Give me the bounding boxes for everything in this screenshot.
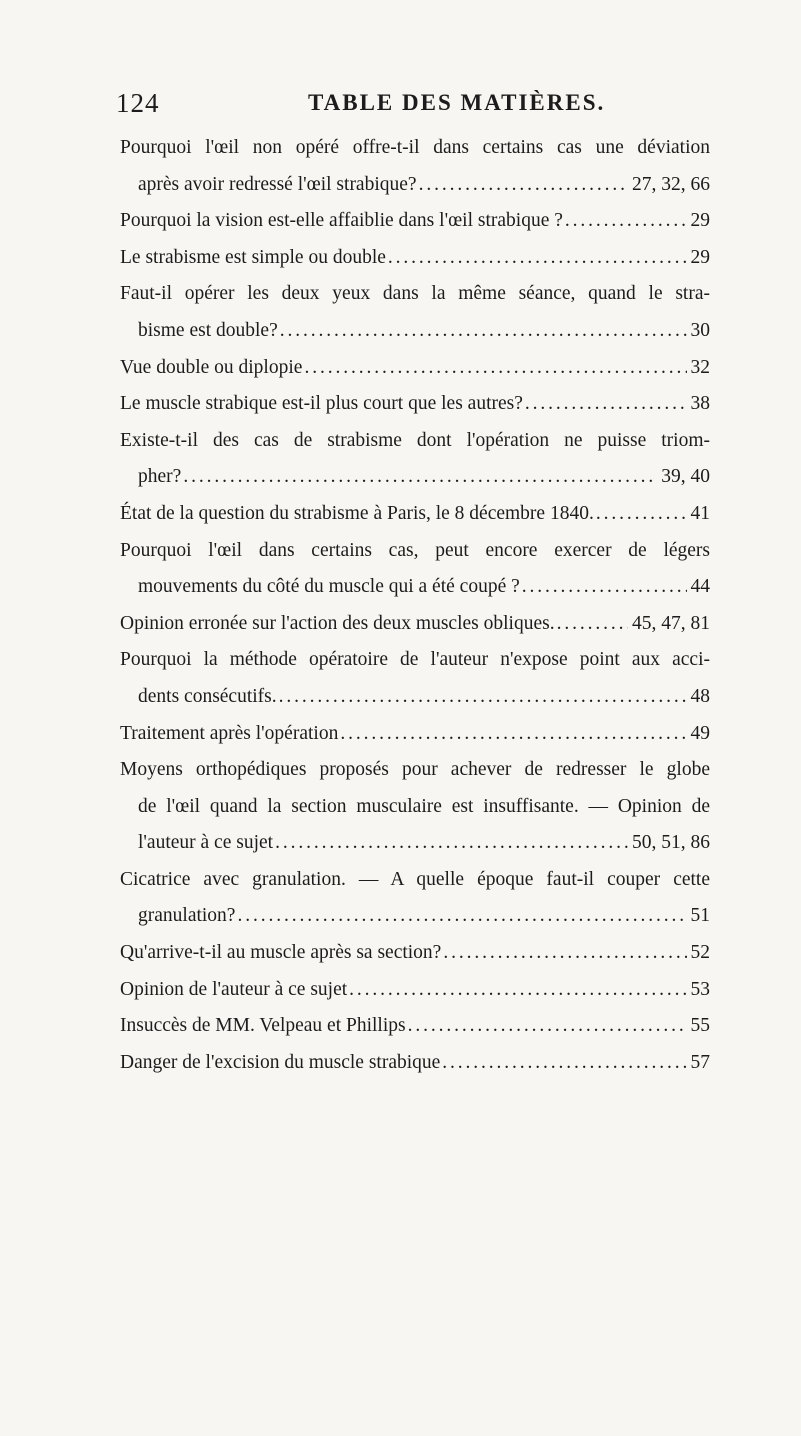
toc-page-ref: 57 [690, 1051, 710, 1073]
toc-entry-text: Opinion de l'auteur à ce sujet [120, 978, 348, 1000]
toc-entry-text: Moyens orthopédiques proposés pour achever de redresser le globe [120, 759, 710, 781]
toc-entry [120, 533, 710, 606]
toc-entry-line [120, 606, 710, 643]
running-title: TABLE DES MATIÈRES. [308, 90, 606, 115]
toc-entry-line [120, 752, 710, 789]
toc-page-ref: 52 [690, 942, 710, 964]
toc-entry-text: État de la question du strabisme à Paris, le 8 décembre 1840. [120, 502, 594, 524]
dot-leader [280, 313, 687, 350]
toc-page-ref: 32 [690, 356, 710, 378]
toc-entry [120, 935, 710, 972]
dot-leader [183, 459, 657, 496]
toc-entry-line [120, 642, 710, 679]
toc-entry-line [120, 459, 710, 496]
toc-page-ref: 27, 32, 66 [632, 173, 710, 195]
toc-entry-text: après avoir redressé l'œil strabique? [138, 173, 417, 195]
toc-entry-text: Le muscle strabique est-il plus court que les autres? [120, 393, 523, 415]
page-number: 124 [116, 88, 160, 118]
toc-entry [120, 752, 710, 862]
toc-entry-text: Qu'arrive-t-il au muscle après sa section? [120, 942, 442, 964]
toc-entry-line [120, 130, 710, 167]
toc-entry-text: Opinion erronée sur l'action des deux muscles obliques. [120, 612, 555, 634]
dot-leader [279, 679, 687, 716]
toc-entry-text: bisme est double? [138, 319, 278, 341]
toc-entry-text: l'auteur à ce sujet [138, 832, 274, 854]
toc-entry [120, 350, 710, 387]
dot-leader [443, 935, 686, 972]
dot-leader [525, 386, 687, 423]
dot-leader [275, 825, 628, 862]
toc-page-ref: 29 [690, 210, 710, 232]
toc-entry-text: granulation? [138, 905, 236, 927]
toc-entry-text: Pourquoi l'œil dans certains cas, peut encore exercer de légers [120, 539, 710, 561]
toc-entry-line [120, 313, 710, 350]
toc-entry-line [120, 350, 710, 387]
toc-page-ref: 55 [690, 1015, 710, 1037]
toc-entry [120, 276, 710, 349]
toc-entry [120, 862, 710, 935]
toc-entry-text: Le strabisme est simple ou double [120, 246, 386, 268]
toc-entry-line [120, 862, 710, 899]
toc-page-ref: 48 [690, 685, 710, 707]
toc-entry [120, 386, 710, 423]
toc-page-ref: 51 [690, 905, 710, 927]
toc-entry-line [120, 533, 710, 570]
toc-entry [120, 496, 710, 533]
dot-leader [557, 606, 628, 643]
toc-entry-text: Pourquoi la vision est-elle affaiblie dans l'œil strabique ? [120, 210, 563, 232]
dot-leader [349, 972, 686, 1009]
toc-entry [120, 972, 710, 1009]
dot-leader [340, 716, 686, 753]
dot-leader [237, 898, 686, 935]
toc-entry [120, 423, 710, 496]
dot-leader [522, 569, 687, 606]
toc-entry-text: de l'œil quand la section musculaire est insuffisante. — Opinion de [138, 795, 710, 817]
toc-entry-line [120, 496, 710, 533]
toc-page-ref: 44 [690, 576, 710, 598]
toc-entry-text: Pourquoi la méthode opératoire de l'auteur n'expose point aux acci- [120, 649, 710, 671]
toc-entry [120, 1008, 710, 1045]
toc-entry-line [120, 972, 710, 1009]
toc-entry-text: Danger de l'excision du muscle strabique [120, 1051, 441, 1073]
toc-entry-line [120, 386, 710, 423]
toc-entry [120, 606, 710, 643]
toc-entry-line [120, 935, 710, 972]
toc-entry-line [120, 167, 710, 204]
toc-page-ref: 30 [690, 319, 710, 341]
toc-page-ref: 53 [690, 978, 710, 1000]
page-header [0, 88, 801, 124]
toc-entry-text: Traitement après l'opération [120, 722, 339, 744]
toc-entry-line [120, 789, 710, 826]
toc-entry [120, 240, 710, 277]
toc-page-ref: 49 [690, 722, 710, 744]
toc-entry-text: mouvements du côté du muscle qui a été coupé ? [138, 576, 520, 598]
dot-leader [565, 203, 687, 240]
toc-entry-line [120, 825, 710, 862]
toc-entry-line [120, 569, 710, 606]
toc-entry [120, 716, 710, 753]
toc-entry-text: Cicatrice avec granulation. — A quelle époque faut-il couper cette [120, 868, 710, 890]
toc-entry [120, 642, 710, 715]
toc-entry-line [120, 898, 710, 935]
toc-entry-text: Existe-t-il des cas de strabisme dont l'opération ne puisse triom- [120, 429, 710, 451]
toc-page-ref: 38 [690, 393, 710, 415]
toc-page-ref: 50, 51, 86 [632, 832, 710, 854]
toc-page-ref: 39, 40 [661, 466, 710, 488]
toc-entry-text: pher? [138, 466, 182, 488]
dot-leader [419, 167, 628, 204]
toc-entry-line [120, 240, 710, 277]
toc-entry-line [120, 716, 710, 753]
toc-entry-line [120, 276, 710, 313]
toc-entry [120, 130, 710, 203]
toc-entry-text: Insuccès de MM. Velpeau et Phillips [120, 1015, 406, 1037]
table-of-contents [120, 130, 710, 1081]
toc-entry [120, 203, 710, 240]
toc-entry-line [120, 203, 710, 240]
toc-entry-line [120, 1008, 710, 1045]
dot-leader [304, 350, 686, 387]
toc-entry-text: Vue double ou diplopie [120, 356, 303, 378]
toc-page-ref: 29 [690, 246, 710, 268]
toc-page-ref: 45, 47, 81 [632, 612, 710, 634]
toc-entry-text: Faut-il opérer les deux yeux dans la même séance, quand le stra- [120, 283, 710, 305]
toc-entry-line [120, 1045, 710, 1082]
toc-entry-text: Pourquoi l'œil non opéré offre-t-il dans certains cas une déviation [120, 137, 710, 158]
dot-leader [442, 1045, 686, 1082]
dot-leader [388, 240, 687, 277]
toc-entry [120, 1045, 710, 1082]
toc-entry-text: dents consécutifs. [138, 685, 277, 707]
toc-entry-line [120, 423, 710, 460]
dot-leader [596, 496, 687, 533]
toc-entry-line [120, 679, 710, 716]
toc-page-ref: 41 [690, 502, 710, 524]
dot-leader [408, 1008, 687, 1045]
